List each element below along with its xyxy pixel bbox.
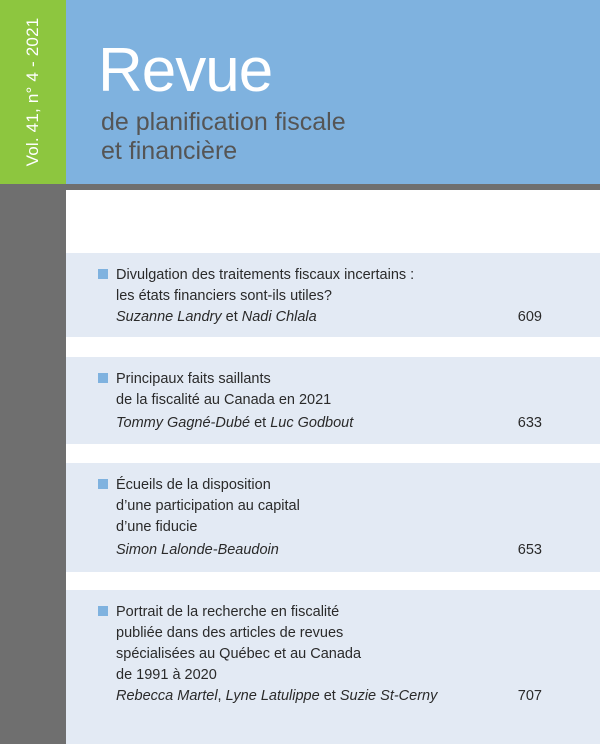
article-title [116,265,516,307]
article-title [116,602,516,686]
author-separator: et [319,688,340,704]
author-name: Lyne Latulippe [225,688,320,704]
masthead-rule [66,184,600,190]
article-title [116,369,516,411]
journal-title: Revue [98,36,273,105]
article-entry[interactable] [66,253,600,337]
author-separator: et [221,309,242,325]
author-name: Suzie St-Cerny [339,688,438,704]
article-title-line: d’une participation au capital [116,498,300,514]
article-title-line: Principaux faits saillants [116,371,271,387]
journal-subtitle [101,108,346,166]
article-title-line: de 1991 à 2020 [116,667,217,683]
square-bullet-icon [98,373,108,383]
article-entry[interactable] [66,590,600,744]
author-name: Tommy Gagné-Dubé [116,415,251,431]
square-bullet-icon [98,479,108,489]
subtitle-line-1: de planification fiscale [101,108,346,136]
article-title-line: Divulgation des traitements fiscaux incertains : [116,267,415,283]
article-page-number: 707 [517,688,542,704]
article-title-line: les états financiers sont-ils utiles? [116,288,332,304]
article-authors [116,413,353,434]
author-separator: et [250,415,271,431]
article-title-line: Écueils de la disposition [116,477,271,493]
article-title-line: de la fiscalité au Canada en 2021 [116,392,332,408]
author-name: Nadi Chlala [241,309,317,325]
article-title-line: Portrait de la recherche en fiscalité [116,604,340,620]
article-title-line: spécialisées au Québec et au Canada [116,646,362,662]
author-name: Luc Godbout [270,415,354,431]
article-entry[interactable] [66,463,600,572]
article-title-line: d’une fiducie [116,519,198,535]
subtitle-line-2: et financière [101,137,238,165]
volume-label: Vol. 41, n° 4 - 2021 [23,17,42,167]
author-separator: , [217,688,226,704]
article-authors [116,540,279,561]
author-name: Simon Lalonde-Beaudoin [116,542,279,558]
article-authors [116,307,317,328]
spine-gray-band [0,184,66,744]
article-page-number: 633 [517,415,542,431]
article-page-number: 609 [517,309,542,325]
article-title [116,475,516,538]
article-entry[interactable] [66,357,600,444]
author-name: Rebecca Martel [116,688,218,704]
article-page-number: 653 [517,542,542,558]
square-bullet-icon [98,269,108,279]
article-title-line: publiée dans des articles de revues [116,625,344,641]
author-name: Suzanne Landry [116,309,222,325]
square-bullet-icon [98,606,108,616]
article-authors [116,686,437,707]
